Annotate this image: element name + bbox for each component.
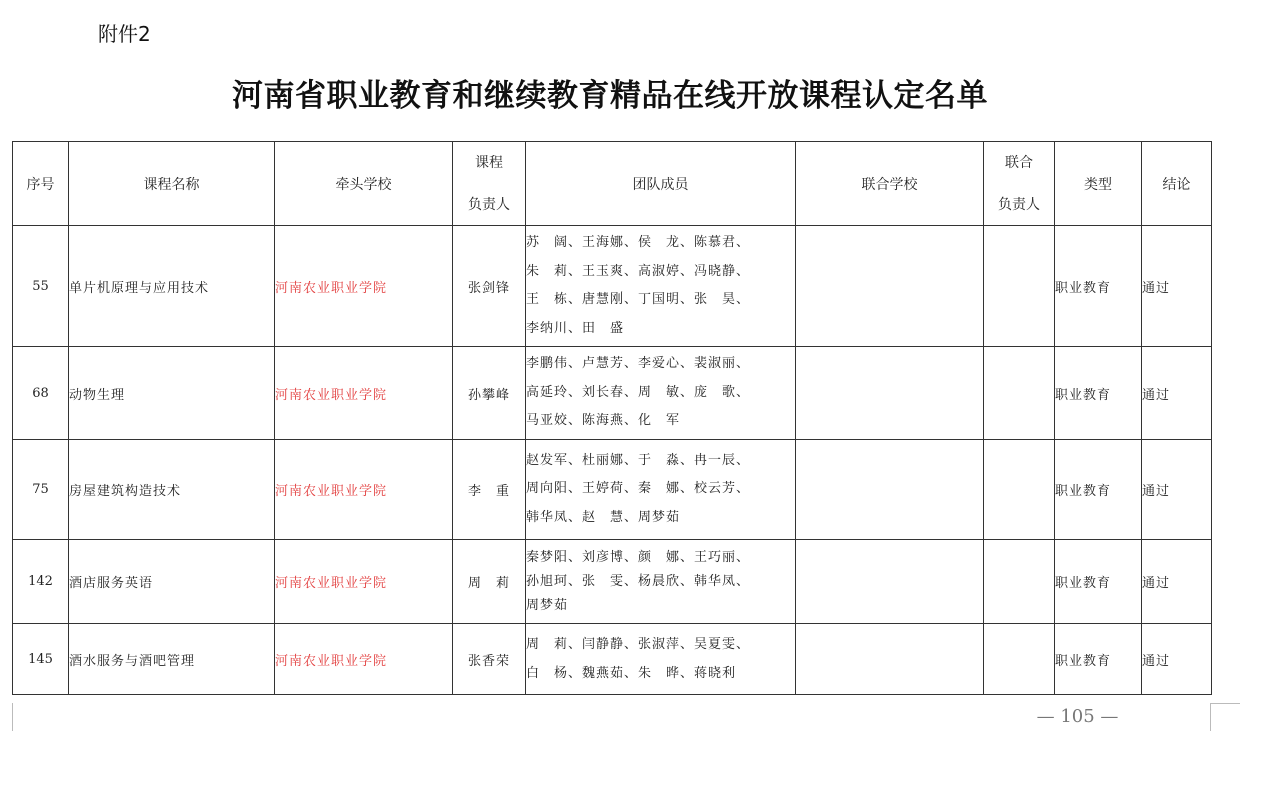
cell-type: 职业教育 [1055, 540, 1142, 624]
cell-type: 职业教育 [1055, 347, 1142, 440]
header-row [13, 142, 1212, 226]
cell-lead-school: 河南农业职业学院 [275, 624, 453, 695]
header-partner-leader-line2: 负责人 [998, 196, 1040, 213]
team-line: 王 栋、唐慧刚、丁国明、张 昊、 [526, 292, 751, 307]
cell-no: 68 [13, 347, 69, 440]
cell-course: 酒水服务与酒吧管理 [69, 624, 275, 695]
header-result: 结论 [1142, 142, 1212, 226]
cell-partner-leader [984, 440, 1055, 540]
cell-partner-leader [984, 540, 1055, 624]
cell-leader: 李 重 [453, 440, 526, 540]
attachment-label: 附件2 [98, 22, 151, 46]
table-row [13, 540, 1212, 624]
cell-team [526, 347, 796, 440]
team-line: 苏 阔、王海娜、侯 龙、陈慕君、 [526, 235, 751, 250]
team-line: 赵发军、杜丽娜、于 淼、冉一辰、 [526, 452, 751, 468]
cell-partner-leader [984, 347, 1055, 440]
page-corner-mark-left [12, 703, 13, 731]
cell-course: 单片机原理与应用技术 [69, 226, 275, 347]
team-line: 李鹏伟、卢慧芳、李爱心、裴淑丽、 [526, 356, 751, 372]
header-lead-school: 牵头学校 [275, 142, 453, 226]
cell-course: 房屋建筑构造技术 [69, 440, 275, 540]
cell-partner-leader [984, 624, 1055, 695]
table-row [13, 440, 1212, 540]
header-no: 序号 [13, 142, 69, 226]
cell-type: 职业教育 [1055, 226, 1142, 347]
cell-result: 通过 [1142, 347, 1212, 440]
table-row [13, 347, 1212, 440]
cell-course: 动物生理 [69, 347, 275, 440]
cell-result: 通过 [1142, 624, 1212, 695]
cell-team [526, 540, 796, 624]
cell-no: 145 [13, 624, 69, 695]
cell-team [526, 624, 796, 695]
cell-result: 通过 [1142, 540, 1212, 624]
cell-leader: 周 莉 [453, 540, 526, 624]
cell-partner-school [796, 440, 984, 540]
cell-partner-school [796, 624, 984, 695]
cell-no: 75 [13, 440, 69, 540]
cell-result: 通过 [1142, 226, 1212, 347]
cell-lead-school: 河南农业职业学院 [275, 226, 453, 347]
team-line: 马亚姣、陈海燕、化 军 [526, 413, 681, 429]
header-leader-line2: 负责人 [468, 196, 510, 213]
cell-no: 55 [13, 226, 69, 347]
header-type: 类型 [1055, 142, 1142, 226]
cell-partner-school [796, 347, 984, 440]
team-line: 孙旭珂、张 雯、杨晨欣、韩华凤、 [526, 573, 751, 589]
header-partner-school: 联合学校 [796, 142, 984, 226]
team-line: 白 杨、魏燕茹、朱 晔、蒋晓利 [526, 666, 737, 681]
cell-course: 酒店服务英语 [69, 540, 275, 624]
cell-lead-school: 河南农业职业学院 [275, 440, 453, 540]
team-line: 韩华凤、赵 慧、周梦茹 [526, 509, 681, 525]
cell-partner-school [796, 226, 984, 347]
cell-type: 职业教育 [1055, 440, 1142, 540]
course-list-table [12, 141, 1212, 695]
header-leader [453, 142, 526, 226]
cell-partner-school [796, 540, 984, 624]
cell-lead-school: 河南农业职业学院 [275, 540, 453, 624]
header-course: 课程名称 [69, 142, 275, 226]
header-partner-leader-line1: 联合 [1005, 154, 1033, 171]
cell-team [526, 226, 796, 347]
team-line: 周 莉、闫静静、张淑萍、吴夏雯、 [526, 637, 751, 652]
cell-lead-school: 河南农业职业学院 [275, 347, 453, 440]
team-line: 朱 莉、王玉爽、高淑婷、冯晓静、 [526, 263, 751, 279]
team-line: 秦梦阳、刘彦博、颜 娜、王巧丽、 [526, 549, 751, 565]
table-row [13, 226, 1212, 347]
header-leader-line1: 课程 [475, 154, 503, 171]
cell-type: 职业教育 [1055, 624, 1142, 695]
page-number: — 105 — [1036, 706, 1119, 727]
team-line: 周梦茹 [526, 597, 569, 613]
cell-leader: 张剑锋 [453, 226, 526, 347]
team-line: 高延玲、刘长春、周 敏、庞 歌、 [526, 384, 751, 400]
cell-result: 通过 [1142, 440, 1212, 540]
header-partner-leader [984, 142, 1055, 226]
page-corner-mark-top-right [1210, 703, 1240, 704]
team-line: 周向阳、王婷荷、秦 娜、校云芳、 [526, 481, 751, 497]
page-corner-mark-right [1210, 703, 1211, 731]
cell-leader: 孙攀峰 [453, 347, 526, 440]
cell-leader: 张香荣 [453, 624, 526, 695]
team-line: 李纳川、田 盛 [526, 320, 625, 336]
header-team: 团队成员 [526, 142, 796, 226]
cell-no: 142 [13, 540, 69, 624]
cell-partner-leader [984, 226, 1055, 347]
table-row [13, 624, 1212, 695]
cell-team [526, 440, 796, 540]
document-title: 河南省职业教育和继续教育精品在线开放课程认定名单 [232, 78, 988, 114]
